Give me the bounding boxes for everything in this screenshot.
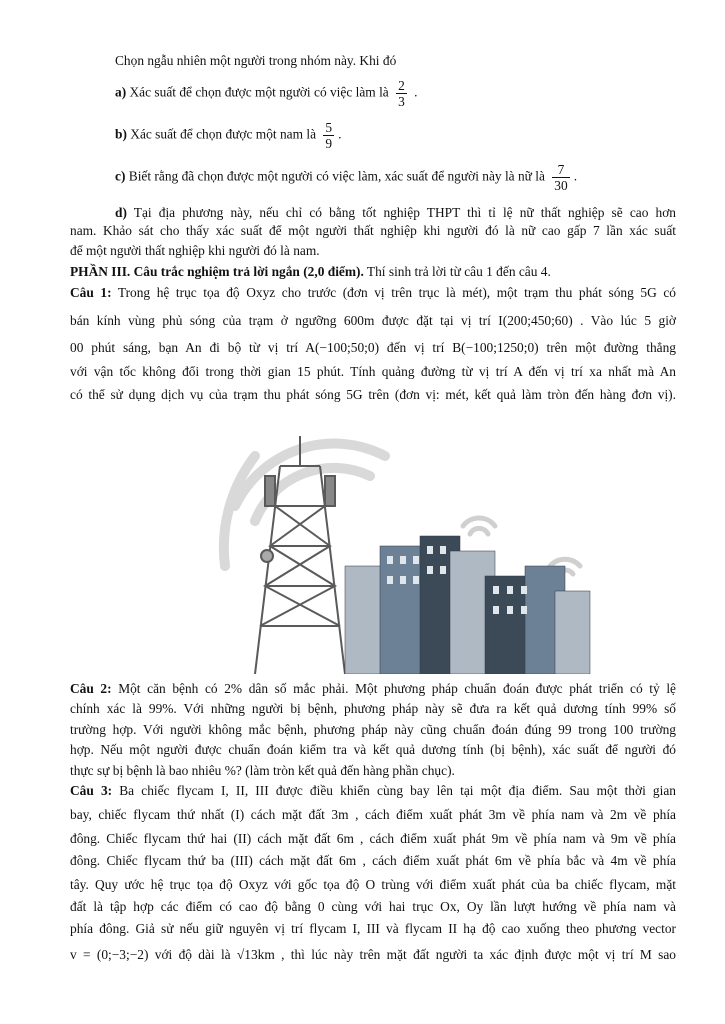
option-b: b) Xác suất để chọn được một nam là $\frac{5}{9}$ . (115, 120, 342, 151)
section-heading: PHẦN III. Câu trắc nghiệm trả lời ngắn (2,0 điểm). Thí sinh trả lời từ câu 1 đến câu 4. (70, 264, 551, 279)
fraction-a: $\frac{2}{3}$ (398, 78, 405, 109)
q3-line1: Câu 3: Ba chiếc flycam I, II, III được điều khiển cùng bay lên tại một địa điểm. Sau một thời gian (70, 783, 676, 798)
tower-city-illustration (195, 416, 595, 674)
q1-line2: bán kính vùng phủ sóng của trạm ở ngưỡng 600m được đặt tại vị trí I(200;450;60) . Vào lúc 5 giờ (70, 313, 676, 328)
q2-line3: trường hợp. Với người không mắc bệnh, phương pháp này cũng chuẩn đoán đúng 99 trong 100 trường (70, 722, 676, 737)
q3-line4: đông. Chiếc flycam thứ ba (III) cách mặt đất 6m , cách điểm xuất phát 6m về phía bắc và 4m về phía (70, 853, 676, 868)
q1-line5: có thể sử dụng dịch vụ của trạm thu phát sóng 5G trên (đơn vị: mét, kết quả làm tròn đến hàng đơn vị). (70, 387, 676, 402)
option-c: c) Biết rằng đã chọn được một người có việc làm, xác suất để người này là nữ là $\frac{7}{30}$ . (115, 162, 578, 193)
option-a: a) Xác suất để chọn được một người có việc làm là $\frac{2}{3}$ . (115, 78, 418, 109)
option-d-line1: d) Tại địa phương này, nếu chỉ có bằng tốt nghiệp THPT thì tỉ lệ nữ thất nghiệp sẽ cao hơn (115, 205, 676, 220)
wifi-signal-icon (224, 444, 385, 566)
q3-line3: đông. Chiếc flycam thứ hai (II) cách mặt đất 6m , cách điểm xuất phát 9m về phía nam và 9m về phía (70, 831, 676, 846)
q3-line6: đất là tập hợp các điểm có cao độ bằng 0 cùng với hai trục Ox, Oy lần lượt hướng về phía nam và (70, 899, 676, 914)
q3-line7: phía đông. Giả sử nếu giữ nguyên vị trí flycam I, III và flycam II hạ độ cao xuống theo phương vector (70, 921, 676, 936)
q2-line2: chính xác là 99%. Với những người bị bệnh, phương pháp này sẽ đưa ra kết quả dương tính 99% số (70, 701, 676, 716)
q2-line1: Câu 2: Một căn bệnh có 2% dân số mắc phải. Một phương pháp chuẩn đoán được phát triển có tỷ lệ (70, 681, 676, 696)
q1-line3: 00 phút sáng, bạn An đi bộ từ vị trí A(−100;50;0) đến vị trí B(−100;1250;0) trên một đường thẳng (70, 340, 676, 355)
fraction-c: $\frac{7}{30}$ (554, 162, 568, 193)
fraction-b: $\frac{5}{9}$ (325, 120, 333, 151)
q3-line2: bay, chiếc flycam thứ nhất (I) cách mặt đất 3m , cách điểm xuất phát 3m về phía nam và 2m về phía (70, 807, 676, 822)
q3-line5: tây. Quy ước hệ trục tọa độ Oxyz với gốc tọa độ O trùng với điểm xuất phát của ba chiếc flycam, mặt (70, 877, 676, 892)
intro-line: Chọn ngẫu nhiên một người trong nhóm này. Khi đó (115, 53, 397, 68)
q1-line1: Câu 1: Trong hệ trục tọa độ Oxyz cho trước (đơn vị trên trục là mét), một trạm thu phát sóng 5G có (70, 285, 676, 300)
q2-line5: thực sự bị bệnh là bao nhiêu %? (làm tròn kết quả đến hàng phần chục). (70, 763, 455, 778)
city-buildings (345, 536, 590, 674)
q3-line8: v = (0;−3;−2) với độ dài là √13km , thì lúc này trên mặt đất người ta xác định được một vị trí M sao (70, 947, 676, 962)
option-d-line2: nam. Khảo sát cho thấy xác suất để một người thất nghiệp khi người đó là nữ cao gấp 7 lần xác suất (70, 223, 676, 238)
q1-line4: với vận tốc không đổi trong thời gian 15 phút. Tính quảng đường từ vị trí A đến vị trí xa nhất mà An (70, 364, 676, 379)
option-d-line3: để một người thất nghiệp khi người đó là nam. (70, 243, 320, 258)
q2-line4: hợp. Nếu một người được chuẩn đoán kiểm tra và kết quả dương tính (bị bệnh), xác suất để người đó (70, 742, 676, 757)
